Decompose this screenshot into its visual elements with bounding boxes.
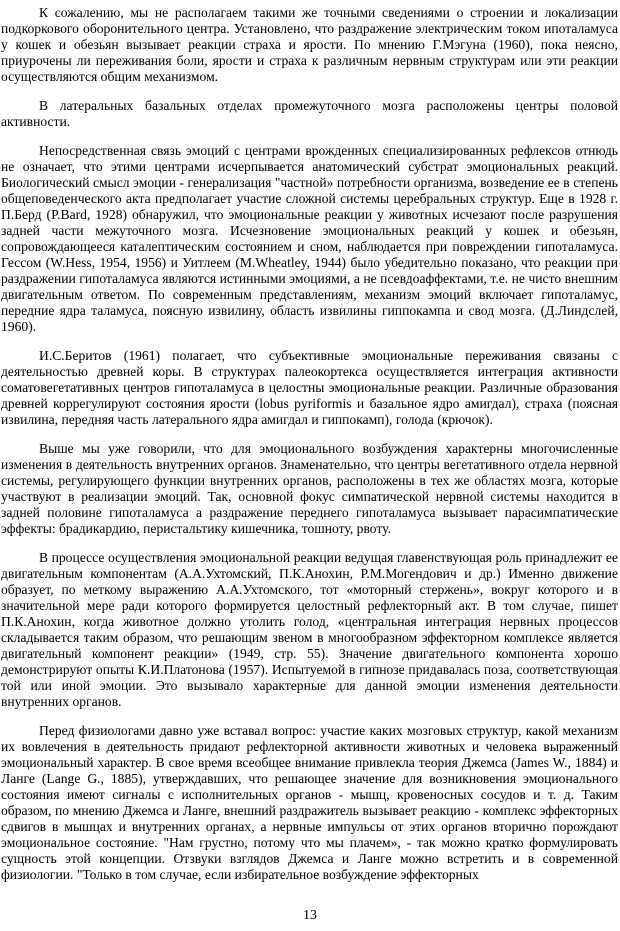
paragraph-james-lange: Перед физиологами давно уже вставал вопрос: участие каких мозговых структур, какой механизм их вовлечения в деятельность придают рефлекторной активности животных и человека выраженный эмоциональный характер. В свое время всеобщее внимание привлекла теория Джемса (James W., 1884) и Ланге (Lange G., 1885), утверждавших, что решающее значение для возникновения эмоционального состояния имеют сигналы с исполнительных органов - мышц, кровеносных сосудов и т. д. Таким образом, по мнению Джемса и Ланге, внешний раздражитель вызывает реакцию - комплекс эффекторных сдвигов в мышцах и внутренних органах, а нервные импульсы от этих органов вторично порождают эмоциональное состояние. "Нам грустно, потому что мы плачем», - так можно кратко формулировать сущность этой концепции. Отзвуки взглядов Джемса и Ланге можно встретить и в современной физиологии. "Только в том случае, если избирательное возбуждение эффекторных (1, 723, 618, 882)
paragraph-beritov: И.С.Беритов (1961) полагает, что субъективные эмоциональные переживания связаны с деятельностью древней коры. В структурах палеокортекса осуществляется интеграция активности соматовегетативных центров гипоталамуса в целостны эмоциональные реакции. Различные образования древней коррегулируют состояния ярости (lobus pyriformis и базальное ядро амигдал), страха (поясная извилина, передняя часть латерального ядра амигдал и гиппокамп), голода (крючок). (1, 348, 618, 427)
paragraph-motor-component: В процессе осуществления эмоциональной реакции ведущая главенствующая роль принадлежит ее двигательным компонентам (А.А.Ухтомский, П.К.Анохин, Р.М.Могендович и др.) Именно движение образует, по меткому выражению А.А.Ухтомского, тот «моторный стержень», вокруг которого и в значительной мере ради которого формируется целостный рефлекторный акт. В том случае, пишет П.К.Анохин, когда животное должно утолить голод, «центральная интеграция нервных процессов складывается таким образом, что решающим звеном в многообразном эффекторном комплексе является двигательный компонент реакции» (1949, стр. 55). Значение двигательного компонента хорошо демонстрируют опыты К.И.Платонова (1957). Испытуемой в гипнозе придавалась поза, соответствующая той или иной эмоции. Это вызывало характерные для данной эмоции изменения деятельности внутренних органов. (1, 550, 618, 709)
paragraph-emotion-centers: Непосредственная связь эмоций с центрами врожденных специализированных рефлексов отнюдь не означает, что этими центрами исчерпывается анатомический субстрат эмоциональных реакций. Биологический смысл эмоции - генерализация "частной» потребности организма, возведение ее в степень общеповеденческого акта предполагает участие сложной системы церебральных структур. Еще в 1928 г. П.Берд (P.Bard, 1928) обнаружил, что эмоциональные реакции у животных исчезают после разрушения задней части межуточного мозга. Исчезновение эмоциональных реакций у кошек и обезьян, сопровождающееся каталептическим состоянием и сном, наблюдается при повреждении гипоталамуса. Гессом (W.Hess, 1954, 1956) и Уитлеем (M.Wheatley, 1944) было убедительно показано, что реакции при раздражении гипоталамуса являются истинными эмоциями, а не псевдоаффектами, т.е. не чисто внешним двигательным ответом. По современным представлениям, механизм эмоций включает гипоталамус, передние ядра таламуса, поясную извилину, область извилины гиппокампа и свод мозга. (Д.Линдслей, 1960). (1, 143, 618, 334)
page-number: 13 (303, 908, 317, 923)
paragraph-lateral-basal: В латеральных базальных отделах промежуточного мозга расположены центры половой активности. (1, 98, 618, 129)
paragraph-subcortical-center: К сожалению, мы не располагаем такими же точными сведениями о строении и локализации подкоркового оборонительного центра. Установлено, что раздражение электрическим током ипоталамуса у кошек и обезьян вызывает реакции страха и ярости. По мнению Г.Мэгуна (1960), пока неясно, приурочены ли переживания боли, ярости и страха к различным нервным структурам или эти реакции осуществляются общим механизмом. (1, 5, 618, 84)
paragraph-vegetative-centers: Выше мы уже говорили, что для эмоционального возбуждения характерны многочисленные изменения в деятельность внутренних органов. Знаменательно, что центры вегетативного отдела нервной системы, регулирующего функции внутренних органов, расположены в тех же областях мозга, которые участвуют в реализации эмоций. Так, основной фокус симпатической нервной системы находится в задней половине гипоталамуса а раздражение переднего гипоталамуса вызывает парасимпатические эффекты: брадикардию, перистальтику кишечника, тошноту, рвоту. (1, 441, 618, 536)
